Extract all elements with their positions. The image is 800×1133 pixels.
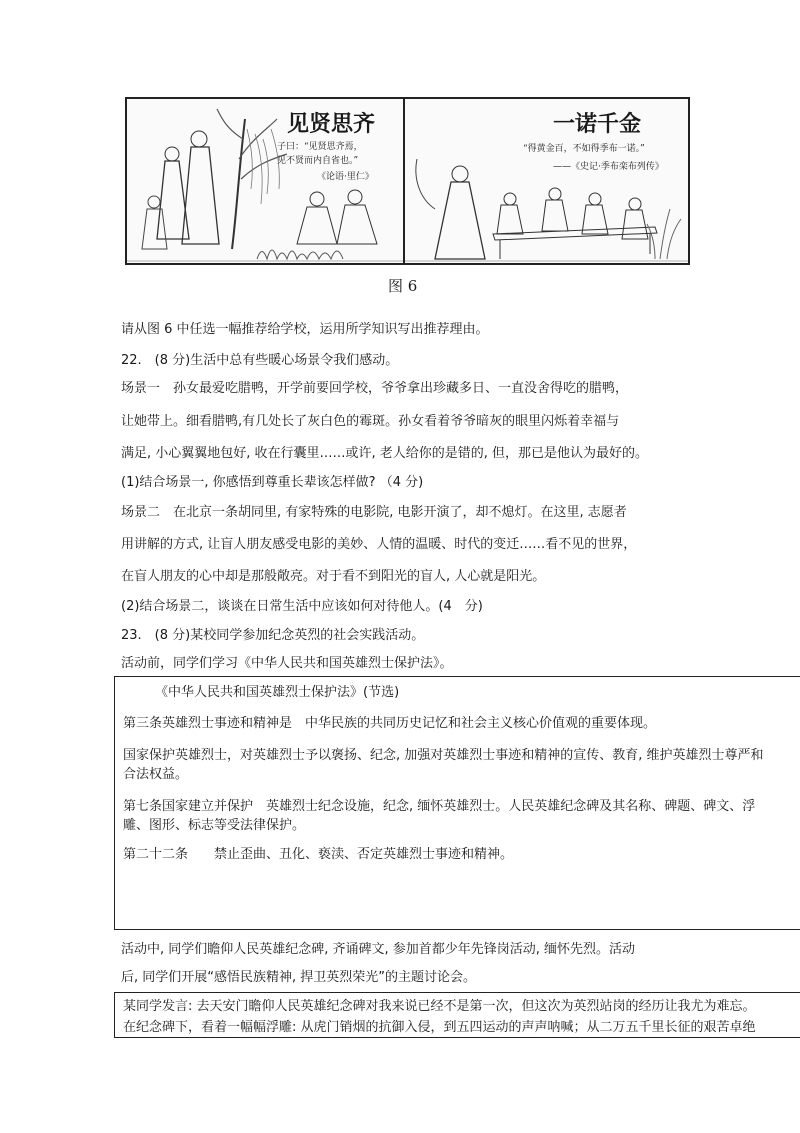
panel-xian-xian-si-qi bbox=[127, 99, 405, 263]
law-article3-line2: 国家保护英雄烈士，对英雄烈士予以褒扬、纪念, 加强对英雄烈士事迹和精神的宣传、教育, 维护英雄烈士尊严和 bbox=[123, 748, 764, 763]
illustration-figure bbox=[125, 97, 690, 265]
law-article7-line1: 第七条国家建立并保护 英雄烈士纪念设施，纪念, 缅怀英雄烈士。人民英雄纪念碑及其名称、碑题、碑文、浮 bbox=[123, 799, 756, 814]
panel-right-title: 一诺千金 bbox=[553, 111, 642, 137]
q23-header: 23. (8 分)某校同学参加纪念英烈的社会实践活动。 bbox=[121, 628, 425, 643]
sketch-ancient-gathering-illustration bbox=[405, 99, 688, 263]
law-title: 《中华人民共和国英雄烈士保护法》(节选) bbox=[155, 685, 400, 700]
panel-yi-nuo-qian-jin bbox=[405, 99, 688, 263]
q22-part2: (2)结合场景二，谈谈在日常生活中应该如何对待他人。(4 分) bbox=[121, 599, 483, 614]
speech-line2: 在纪念碑下，看着一幅幅浮雕: 从虎门销烟的抗御入侵，到五四运动的声声呐喊；从二万五千里长征的艰苦卓绝 bbox=[123, 1020, 756, 1035]
speech-line1: 某同学发言: 去天安门瞻仰人民英雄纪念碑对我来说已经不是第一次，但这次为英烈站岗的经历让我尤为难忘。 bbox=[123, 999, 756, 1014]
law-article22: 第二十二条 禁止歪曲、丑化、亵渎、否定英雄烈士事迹和精神。 bbox=[123, 847, 514, 862]
law-article3-line1: 第三条英雄烈士事迹和精神是 中华民族的共同历史记忆和社会主义核心价值观的重要体现。 bbox=[123, 716, 657, 731]
panel-left-title: 见贤思齐 bbox=[287, 111, 376, 137]
panel-left-quote-2: 见不贤而内自省也。” bbox=[277, 156, 359, 166]
scene1-line3: 满足, 小心翼翼地包好, 收在行囊里……或许, 老人给你的是错的, 但，那已是他认为最好的。 bbox=[121, 446, 649, 461]
law-article7-line2: 雕、图形、标志等受法律保护。 bbox=[123, 818, 306, 833]
after-activity-line2: 后, 同学们开展“感悟民族精神, 捍卫英烈荣光”的主题讨论会。 bbox=[121, 970, 476, 985]
law-article3-line3: 合法权益。 bbox=[123, 767, 189, 782]
figure-caption: 图 6 bbox=[388, 277, 418, 295]
after-activity-line1: 活动中, 同学们瞻仰人民英雄纪念碑, 齐诵碑文, 参加首都少年先锋岗活动, 缅怀先烈。活动 bbox=[121, 942, 636, 957]
panel-left-source: 《论语·里仁》 bbox=[317, 172, 374, 182]
panel-right-source: ——《史记·季布栾布列传》 bbox=[553, 162, 664, 172]
q22-part1: (1)结合场景一, 你感悟到尊重长辈该怎样做? （4 分) bbox=[121, 475, 424, 490]
q21-prompt: 请从图 6 中任选一幅推荐给学校，运用所学知识写出推荐理由。 bbox=[121, 322, 489, 337]
q22-header: 22. (8 分)生活中总有些暖心场景令我们感动。 bbox=[121, 353, 399, 368]
law-excerpt-box bbox=[114, 676, 800, 930]
student-speech-box bbox=[114, 992, 800, 1038]
scene1-line1: 场景一 孙女最爱吃腊鸭，开学前要回学校，爷爷拿出珍藏多日、一直没舍得吃的腊鸭， bbox=[121, 381, 629, 396]
scene2-line1: 场景二 在北京一条胡同里, 有家特殊的电影院, 电影开演了，却不熄灯。在这里, 志愿者 bbox=[121, 505, 627, 520]
scene2-line2: 用讲解的方式, 让盲人朋友感受电影的美妙、人情的温暖、时代的变迁……看不见的世界， bbox=[121, 537, 637, 552]
before-activity: 活动前，同学们学习《中华人民共和国英雄烈士保护法》。 bbox=[121, 656, 453, 671]
scene1-line2: 让她带上。细看腊鸭,有几处长了灰白色的霉斑。孙女看着爷爷暗灰的眼里闪烁着幸福与 bbox=[121, 414, 620, 429]
panel-left-quote-1: 子曰：“见贤思齐焉， bbox=[277, 142, 363, 152]
panel-right-quote: “得黄金百，不如得季布一诺。” bbox=[523, 144, 645, 154]
scene2-line3: 在盲人朋友的心中却是那般敞亮。对于看不到阳光的盲人, 人心就是阳光。 bbox=[121, 569, 546, 584]
